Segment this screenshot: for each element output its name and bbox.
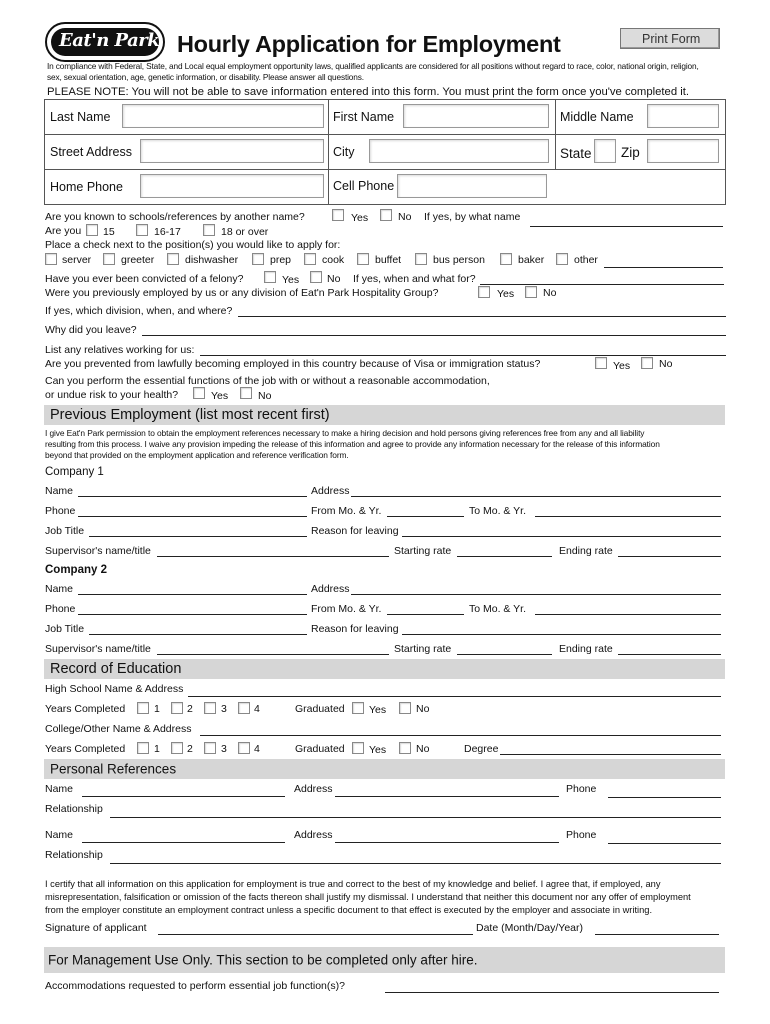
previously-yes-label: Yes: [497, 288, 515, 300]
college-year-1-checkbox[interactable]: [137, 742, 149, 754]
degree-label: Degree: [464, 743, 499, 755]
college-graduated-no-checkbox[interactable]: [399, 742, 411, 754]
reference-2-relationship-label: Relationship: [45, 849, 103, 861]
references-header: [44, 759, 725, 779]
position-prep-label: prep: [270, 254, 292, 266]
reference-1-relationship-line[interactable]: [110, 817, 721, 818]
visa-yes-label: Yes: [613, 360, 631, 372]
street-address-label: Street Address: [50, 145, 132, 159]
visa-no-label: No: [659, 358, 673, 370]
company-2-label: Company 2: [45, 564, 107, 576]
felony-details-line[interactable]: [480, 284, 724, 285]
hs-year-2-label: 2: [187, 703, 193, 715]
hs-year-4-checkbox[interactable]: [238, 702, 250, 714]
position-other-line[interactable]: [604, 267, 723, 268]
degree-line[interactable]: [500, 754, 721, 755]
reference-1-phone-label: Phone: [566, 783, 597, 795]
management-header: [44, 947, 725, 973]
date-line[interactable]: [595, 934, 719, 935]
previously-yes-checkbox[interactable]: [478, 286, 490, 298]
position-prep-checkbox[interactable]: [252, 253, 264, 265]
age-15-checkbox[interactable]: [86, 224, 98, 236]
state-label: State: [560, 146, 592, 161]
position-buffet-label: buffet: [375, 254, 402, 266]
education-heading: Record of Education: [50, 661, 182, 677]
signature-label: Signature of applicant: [45, 922, 147, 934]
college-year-3-checkbox[interactable]: [204, 742, 216, 754]
company-2-starting-rate-line[interactable]: [457, 654, 552, 655]
felony-yes-checkbox[interactable]: [264, 271, 276, 283]
state-input[interactable]: [594, 139, 616, 163]
hs-year-1-checkbox[interactable]: [137, 702, 149, 714]
are-you-label: Are you: [45, 225, 82, 237]
hs-year-2-checkbox[interactable]: [171, 702, 183, 714]
position-bus-person-checkbox[interactable]: [415, 253, 427, 265]
hs-year-3-checkbox[interactable]: [204, 702, 216, 714]
date-label: Date (Month/Day/Year): [476, 922, 583, 934]
references-heading: Personal References: [50, 761, 177, 777]
reference-1-address-label: Address: [294, 783, 333, 795]
college-graduated-no-label: No: [416, 743, 430, 755]
company-2-phone-line[interactable]: [78, 614, 307, 615]
reference-1-name-label: Name: [45, 783, 74, 795]
last-name-label: Last Name: [50, 110, 111, 124]
company-2-name-label: Name: [45, 583, 74, 595]
middle-name-label: Middle Name: [560, 110, 634, 124]
known-no-label: No: [398, 211, 412, 223]
company-1-job-title-label: Job Title: [45, 525, 85, 537]
company-1-address-label: Address: [311, 485, 350, 497]
hs-graduated-no-label: No: [416, 703, 430, 715]
known-no-checkbox[interactable]: [380, 209, 392, 221]
previously-no-checkbox[interactable]: [525, 286, 537, 298]
company-2-supervisor-label: Supervisor's name/title: [45, 643, 151, 655]
first-name-input[interactable]: [403, 104, 549, 128]
home-phone-label: Home Phone: [50, 180, 123, 194]
college-year-1-label: 1: [154, 743, 160, 755]
reference-2-phone-label: Phone: [566, 829, 597, 841]
company-1-ending-rate-label: Ending rate: [559, 545, 613, 557]
position-cook-label: cook: [322, 254, 345, 266]
age-18-over-label: 18 or over: [221, 226, 269, 238]
visa-question: Are you prevented from lawfully becoming employed in this country because of Visa or immigration status?: [45, 358, 541, 370]
previously-no-label: No: [543, 287, 557, 299]
cell-phone-label: Cell Phone: [333, 179, 395, 193]
company-2-ending-rate-line[interactable]: [618, 654, 721, 655]
compliance-line-2: sex, sexual orientation, age, genetic information, or disability. Please answer all questions.: [47, 72, 364, 82]
company-1-supervisor-label: Supervisor's name/title: [45, 545, 151, 557]
college-label: College/Other Name & Address: [45, 723, 192, 735]
reference-2-name-label: Name: [45, 829, 74, 841]
certify-line-2: misrepresentation, falsification or omission of the facts thereon shall justify my dismissal. I understand that neither this document nor any offer of employment: [45, 892, 691, 902]
last-name-input[interactable]: [122, 104, 324, 128]
certify-line-1: I certify that all information on this application for employment is true and correct to the best of my knowledge and belief. I agree that, if employed, any: [45, 879, 661, 889]
age-18-over-checkbox[interactable]: [203, 224, 215, 236]
essential-functions-question-1: Can you perform the essential functions of the job with or without a reasonable accommodation,: [45, 375, 490, 387]
company-2-reason-line[interactable]: [402, 634, 721, 635]
college-line[interactable]: [200, 735, 721, 736]
company-2-name-line[interactable]: [78, 594, 307, 595]
which-division-line[interactable]: [238, 316, 726, 317]
position-server-label: server: [62, 254, 92, 266]
compliance-line-1: In compliance with Federal, State, and Local equal employment opportunity laws, qualified applicants are considered for all positions without regard to race, color, national origin, religion,: [47, 61, 699, 71]
known-by-another-name-question: Are you known to schools/references by another name?: [45, 211, 305, 223]
company-1-to-line[interactable]: [535, 516, 721, 517]
age-16-17-checkbox[interactable]: [136, 224, 148, 236]
hs-graduated-no-checkbox[interactable]: [399, 702, 411, 714]
company-2-to-label: To Mo. & Yr.: [469, 603, 526, 615]
company-1-reason-label: Reason for leaving: [311, 525, 399, 537]
company-1-job-title-line[interactable]: [89, 536, 307, 537]
cell-phone-input[interactable]: [397, 174, 547, 198]
company-2-to-line[interactable]: [535, 614, 721, 615]
essential-yes-label: Yes: [211, 390, 229, 402]
felony-question: Have you ever been convicted of a felony?: [45, 273, 244, 285]
reference-2-name-line[interactable]: [82, 842, 285, 843]
high-school-line[interactable]: [188, 696, 721, 697]
known-yes-label: Yes: [351, 212, 369, 224]
hs-year-3-label: 3: [221, 703, 227, 715]
city-label: City: [333, 145, 355, 159]
logo-text: Eat'n Park: [59, 30, 160, 51]
signature-line[interactable]: [158, 934, 473, 935]
first-name-label: First Name: [333, 110, 395, 124]
company-1-to-label: To Mo. & Yr.: [469, 505, 526, 517]
previously-employed-question: Were you previously employed by us or any division of Eat'n Park Hospitality Group?: [45, 287, 439, 299]
essential-no-label: No: [258, 390, 272, 402]
college-year-4-label: 4: [254, 743, 260, 755]
college-year-4-checkbox[interactable]: [238, 742, 250, 754]
position-baker-checkbox[interactable]: [500, 253, 512, 265]
consent-line-1: I give Eat'n Park permission to obtain the employment references necessary to make a hiring decision and hold persons giving references free from any and all liability: [45, 428, 645, 438]
company-2-from-label: From Mo. & Yr.: [311, 603, 382, 615]
age-16-17-label: 16-17: [154, 226, 181, 238]
high-school-label: High School Name & Address: [45, 683, 184, 695]
company-1-starting-rate-label: Starting rate: [394, 545, 452, 557]
reference-2-phone-line[interactable]: [608, 843, 721, 844]
company-1-name-label: Name: [45, 485, 74, 497]
essential-yes-checkbox[interactable]: [193, 387, 205, 399]
company-2-address-line[interactable]: [351, 594, 721, 595]
positions-prompt: Place a check next to the position(s) you would like to apply for:: [45, 239, 341, 251]
position-baker-label: baker: [518, 254, 545, 266]
street-address-input[interactable]: [140, 139, 324, 163]
accommodations-line[interactable]: [385, 992, 719, 993]
company-1-name-line[interactable]: [78, 496, 307, 497]
education-header: [44, 659, 725, 679]
position-cook-checkbox[interactable]: [304, 253, 316, 265]
home-phone-input[interactable]: [140, 174, 324, 198]
management-heading: For Management Use Only. This section to be completed only after hire.: [48, 952, 478, 968]
company-2-reason-label: Reason for leaving: [311, 623, 399, 635]
college-graduated-yes-label: Yes: [369, 744, 387, 756]
company-1-reason-line[interactable]: [402, 536, 721, 537]
please-note: PLEASE NOTE: You will not be able to save information entered into this form. You must print the form once you've completed it.: [47, 86, 690, 98]
reference-1-name-line[interactable]: [82, 796, 285, 797]
which-division-label: If yes, which division, when, and where?: [45, 305, 233, 317]
hs-year-4-label: 4: [254, 703, 260, 715]
company-1-label: Company 1: [45, 466, 104, 478]
company-1-ending-rate-line[interactable]: [618, 556, 721, 557]
reference-2-address-line[interactable]: [335, 842, 559, 843]
reference-2-relationship-line[interactable]: [110, 863, 721, 864]
reference-1-address-line[interactable]: [335, 796, 559, 797]
hs-graduated-label: Graduated: [295, 703, 345, 715]
hs-graduated-yes-checkbox[interactable]: [352, 702, 364, 714]
reference-1-phone-line[interactable]: [608, 797, 721, 798]
felony-yes-label: Yes: [282, 274, 300, 286]
felony-when-label: If yes, when and what for?: [353, 273, 476, 285]
position-dishwasher-checkbox[interactable]: [167, 253, 179, 265]
accommodations-label: Accommodations requested to perform essential job function(s)?: [45, 980, 345, 992]
company-2-starting-rate-label: Starting rate: [394, 643, 452, 655]
felony-no-label: No: [327, 273, 341, 285]
eatnpark-logo: [45, 22, 165, 62]
visa-no-checkbox[interactable]: [641, 357, 653, 369]
company-2-job-title-label: Job Title: [45, 623, 85, 635]
company-1-supervisor-line[interactable]: [157, 556, 389, 557]
company-2-job-title-line[interactable]: [89, 634, 307, 635]
why-leave-line[interactable]: [142, 335, 726, 336]
position-other-checkbox[interactable]: [556, 253, 568, 265]
position-dishwasher-label: dishwasher: [185, 254, 239, 266]
hs-year-1-label: 1: [154, 703, 160, 715]
middle-name-input[interactable]: [647, 104, 719, 128]
previous-employment-header: [44, 405, 725, 425]
college-graduated-label: Graduated: [295, 743, 345, 755]
company-1-from-line[interactable]: [387, 516, 464, 517]
company-1-address-line[interactable]: [351, 496, 721, 497]
zip-input[interactable]: [647, 139, 719, 163]
position-greeter-label: greeter: [121, 254, 155, 266]
known-yes-checkbox[interactable]: [332, 209, 344, 221]
print-form-label: Print Form: [642, 32, 701, 46]
college-year-2-checkbox[interactable]: [171, 742, 183, 754]
felony-no-checkbox[interactable]: [310, 271, 322, 283]
college-year-2-label: 2: [187, 743, 193, 755]
reference-2-address-label: Address: [294, 829, 333, 841]
college-years-completed-label: Years Completed: [45, 743, 126, 755]
consent-line-2: resulting from this process. I waive any provision impeding the release of this information and agree to provide any information necessary for the release of this information: [45, 439, 660, 449]
reference-1-relationship-label: Relationship: [45, 803, 103, 815]
company-2-from-line[interactable]: [387, 614, 464, 615]
relatives-line[interactable]: [200, 355, 726, 356]
company-2-ending-rate-label: Ending rate: [559, 643, 613, 655]
company-1-phone-line[interactable]: [78, 516, 307, 517]
hs-graduated-yes-label: Yes: [369, 704, 387, 716]
city-input[interactable]: [369, 139, 549, 163]
hs-years-completed-label: Years Completed: [45, 703, 126, 715]
company-2-address-label: Address: [311, 583, 350, 595]
position-greeter-checkbox[interactable]: [103, 253, 115, 265]
company-2-phone-label: Phone: [45, 603, 76, 615]
company-2-supervisor-line[interactable]: [157, 654, 389, 655]
certify-line-3: from the employer constitute an employment contract unless a specific document to that effect is executed by the employer and associate in writing.: [45, 905, 653, 915]
college-graduated-yes-checkbox[interactable]: [352, 742, 364, 754]
why-leave-label: Why did you leave?: [45, 324, 137, 336]
company-1-from-label: From Mo. & Yr.: [311, 505, 382, 517]
position-buffet-checkbox[interactable]: [357, 253, 369, 265]
relatives-label: List any relatives working for us:: [45, 344, 195, 356]
company-1-phone-label: Phone: [45, 505, 76, 517]
essential-functions-question-2: or undue risk to your health?: [45, 389, 179, 401]
consent-line-3: beyond that provided on the employment application and reference verification form.: [45, 450, 349, 460]
zip-label: Zip: [621, 145, 640, 160]
essential-no-checkbox[interactable]: [240, 387, 252, 399]
if-yes-name-label: If yes, by what name: [424, 211, 521, 223]
page-title: Hourly Application for Employment: [177, 31, 561, 57]
other-name-line[interactable]: [530, 226, 723, 227]
college-year-3-label: 3: [221, 743, 227, 755]
previous-employment-heading: Previous Employment (list most recent first): [50, 407, 330, 423]
print-form-button[interactable]: [620, 28, 720, 49]
company-1-starting-rate-line[interactable]: [457, 556, 552, 557]
age-15-label: 15: [103, 226, 115, 238]
position-bus-person-label: bus person: [433, 254, 485, 266]
visa-yes-checkbox[interactable]: [595, 357, 607, 369]
position-server-checkbox[interactable]: [45, 253, 57, 265]
position-other-label: other: [574, 254, 598, 266]
